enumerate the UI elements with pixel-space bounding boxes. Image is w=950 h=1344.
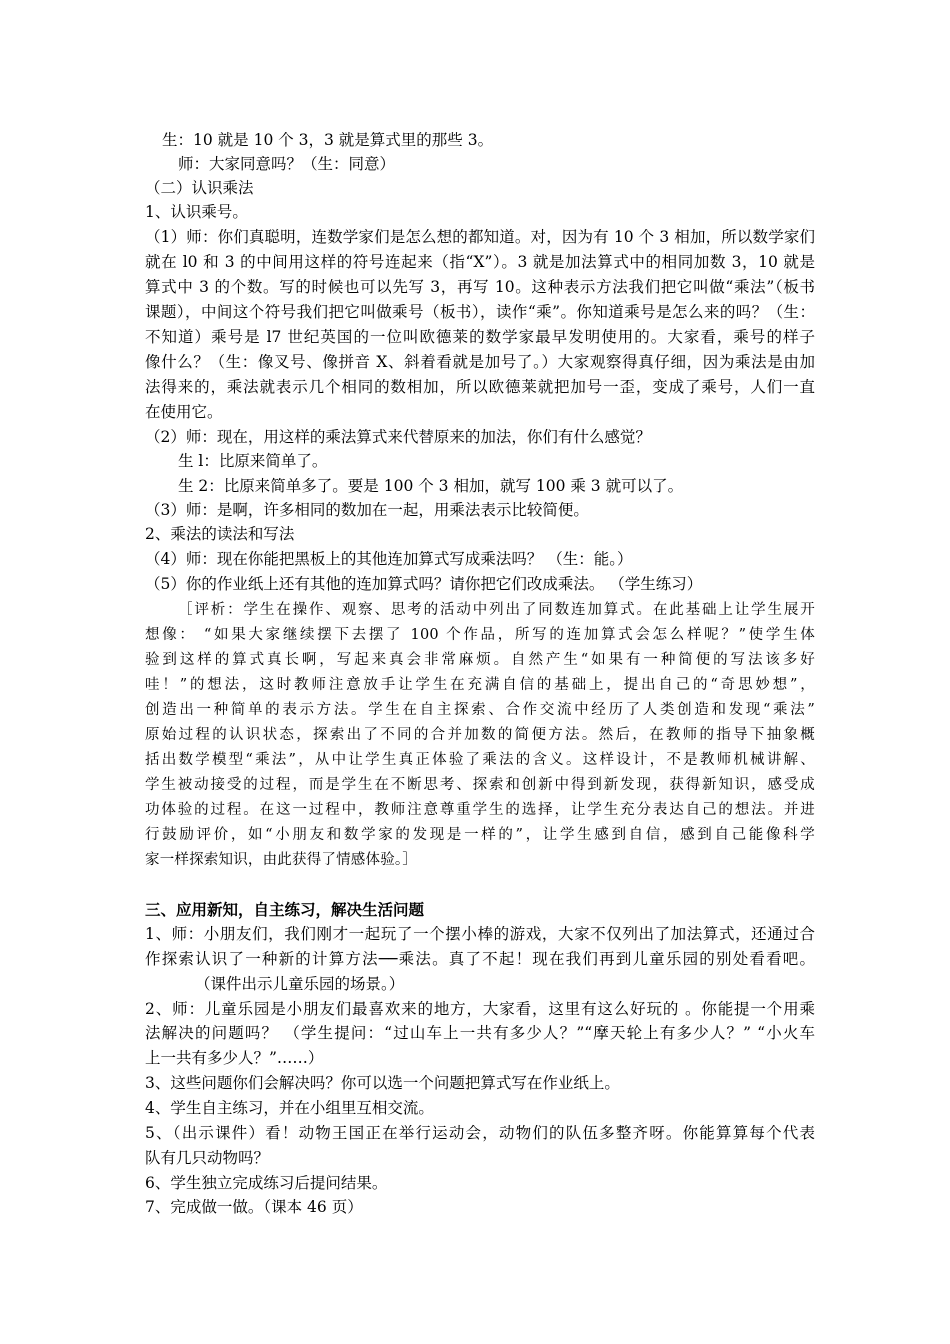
dialogue-line: （5）你的作业纸上还有其他的连加算式吗？请你把它们改成乘法。 （学生练习） [145,575,703,593]
item-title: 2、乘法的读法和写法 [145,525,295,543]
commentary-line: 功体验的过程。在这一过程中，教师注意尊重学生的选择，让学生充分表达自己的想法。并进 [145,802,815,818]
paragraph-line: 法得来的，乘法就表示几个相同的数相加，所以欧德莱就把加号一歪，变成了乘号，人们一直 [145,378,815,396]
dialogue-line: （3）师：是啊，许多相同的数加在一起，用乘法表示比较简便。 [145,501,589,519]
commentary-line: 验到这样的算式真长啊，写起来真会非常麻烦。自然产生“如果有一种简便的写法该多好 [145,652,815,668]
dialogue-line: （2）师：现在，用这样的乘法算式来代替原来的加法，你们有什么感觉？ [145,428,651,446]
dialogue-line: 生 2：比原来简单多了。要是 100 个 3 相加，就写 100 乘 3 就可以了。 [178,477,684,495]
commentary-line: 创造出一种简单的表示方法。学生在自主探索、合作交流中经历了人类创造和发现“乘法” [145,702,815,718]
paragraph-line: 作探索认识了一种新的计算方法──乘法。真了不起！现在我们再到儿童乐园的别处看看吧。 [145,950,815,968]
paragraph-line: （课件出示儿童乐园的场景。） [195,975,405,993]
commentary-line: 想像： “如果大家继续摆下去摆了 100 个作品，所写的连加算式会怎么样呢？”使学生体 [145,627,815,643]
subsection-title: （二）认识乘法 [145,179,254,197]
paragraph-line: 4、学生自主练习，并在小组里互相交流。 [145,1099,434,1117]
paragraph-line: 像什么？（生：像叉号、像拼音 X、斜着看就是加号了。）大家观察得真仔细，因为乘法是由加 [145,353,815,371]
item-title: 1、认识乘号。 [145,203,248,221]
commentary-line: 原始过程的认识状态，探索出了不同的合并加数的简便方法。然后，在教师的指导下抽象概 [145,727,815,743]
section-heading: 三、应用新知，自主练习，解决生活问题 [145,900,425,919]
paragraph-line: 5、（出示课件）看！动物王国正在举行运动会，动物们的队伍多整齐呀。你能算算每个代表 [145,1124,815,1142]
paragraph-line: 队有几只动物吗？ [145,1149,270,1167]
commentary-line: 学生被动接受的过程，而是学生在不断思考、探索和创新中得到新发现，获得新知识，感受成 [145,777,815,793]
dialogue-line: 师：大家同意吗？（生：同意） [178,155,396,173]
paragraph-line: 7、完成做一做。（课本 46 页） [145,1198,363,1216]
commentary-line: 哇！”的想法，这时教师注意放手让学生在充满自信的基础上，提出自己的“奇思妙想”， [145,677,815,693]
paragraph-line: 在使用它。 [145,403,223,421]
paragraph-line: 上一共有多少人？”……） [145,1049,324,1067]
commentary-line: 家一样探索知识，由此获得了情感体验。］ [145,852,418,868]
paragraph-line: （1）师：你们真聪明，连数学家们是怎么想的都知道。对，因为有 10 个 3 相加，所以数学家们 [145,228,815,246]
commentary-line: ［评析：学生在操作、观察、思考的活动中列出了同数连加算式。在此基础上让学生展开 [178,602,815,618]
dialogue-line: 生 l：比原来简单了。 [178,452,328,470]
paragraph-line: 法解决的问题吗？ （学生提问：“过山车上一共有多少人？”“摩天轮上有多少人？” “小火车 [145,1024,815,1042]
paragraph-line: 课题），中间这个符号我们把它叫做乘号（板书），读作“乘”。你知道乘号是怎么来的吗？（生： [145,303,815,321]
paragraph-line: 3、这些问题你们会解决吗？你可以选一个问题把算式写在作业纸上。 [145,1074,620,1092]
commentary-line: 行鼓励评价，如“小朋友和数学家的发现是一样的”，让学生感到自信，感到自己能像科学 [145,827,815,843]
dialogue-line: （4）师：现在你能把黑板上的其他连加算式写成乘法吗？ （生：能。） [145,550,633,568]
commentary-line: 括出数学模型“乘法”，从中让学生真正体验了乘法的含义。这样设计，不是教师机械讲解、 [145,752,815,768]
paragraph-line: 6、学生独立完成练习后提问结果。 [145,1174,388,1192]
paragraph-line: 就在 l0 和 3 的中间用这样的符号连起来（指“X”）。3 就是加法算式中的相同加数 3，10 就是 [145,253,815,271]
paragraph-line: 2、师：儿童乐园是小朋友们最喜欢来的地方，大家看，这里有这么好玩的 。你能提一个用乘 [145,1000,815,1018]
paragraph-line: 算式中 3 的个数。写的时候也可以先写 3，再写 10。这种表示方法我们把它叫做“乘法”（板书 [145,278,815,296]
paragraph-line: 不知道）乘号是 l7 世纪英国的一位叫欧德莱的数学家最早发明使用的。大家看，乘号的样子 [145,328,815,346]
dialogue-line: 生：10 就是 10 个 3，3 就是算式里的那些 3。 [162,131,494,149]
paragraph-line: 1、师：小朋友们，我们刚才一起玩了一个摆小棒的游戏，大家不仅列出了加法算式，还通过合 [145,925,815,943]
